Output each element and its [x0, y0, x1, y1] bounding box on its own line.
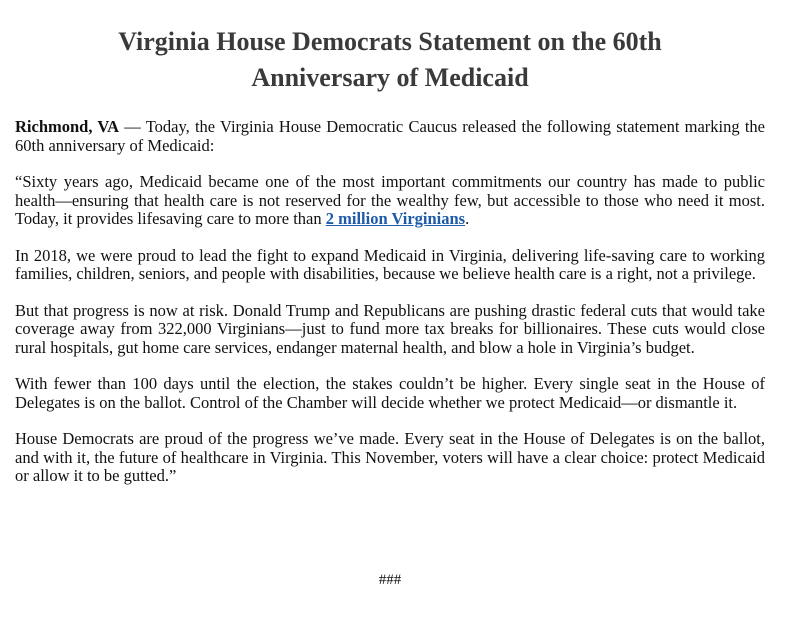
quote-paragraph-2: In 2018, we were proud to lead the fight to expand Medicaid in Virginia, delivering life-saving care to working families, children, seniors, and people with disabilities, because we believe health care is a right, not a privilege.: [15, 245, 765, 283]
title-line-1: Virginia House Democrats Statement on the 60th: [118, 27, 662, 56]
intro-text: — Today, the Virginia House Democratic Caucus released the following statement marking the 60th anniversary of Medicaid:: [15, 117, 765, 155]
quote-paragraph-3: But that progress is now at risk. Donald Trump and Republicans are pushing drastic federal cuts that would take coverage away from 322,000 Virginians—just to fund more tax breaks for billionaires. These cuts would close rural hospitals, gut home care services, endanger maternal health, and blow a hole in Virginia’s budget.: [15, 300, 765, 357]
quote-paragraph-4: With fewer than 100 days until the election, the stakes couldn’t be higher. Every single seat in the House of Delegates is on the ballot. Control of the Chamber will decide whether we protect Medicaid—or dismantle it.: [15, 374, 765, 412]
dateline: Richmond, VA: [15, 117, 120, 136]
quote-paragraph-5: House Democrats are proud of the progress we’ve made. Every seat in the House of Delegates is on the ballot, and with it, the future of healthcare in Virginia. This November, voters will have a clear choice: protect Medicaid or allow it to be gutted.”: [15, 429, 765, 485]
page-title: [15, 24, 765, 96]
title-line-2: Anniversary of Medicaid: [251, 63, 529, 92]
quote-text-before-link: “Sixty years ago, Medicaid became one of the most important commitments our country has made to public health—ensuring that health care is not reserved for the wealthy few, but accessible to those who need it most. Today, it provides lifesaving care to more than: [15, 172, 765, 228]
quote-paragraph-1: [15, 173, 765, 229]
intro-paragraph: [15, 118, 765, 155]
press-release: [15, 0, 765, 588]
end-mark: ###: [378, 572, 402, 588]
quote-text-after-link: .: [465, 209, 470, 228]
virginians-link[interactable]: 2 million Virginians: [325, 209, 466, 228]
